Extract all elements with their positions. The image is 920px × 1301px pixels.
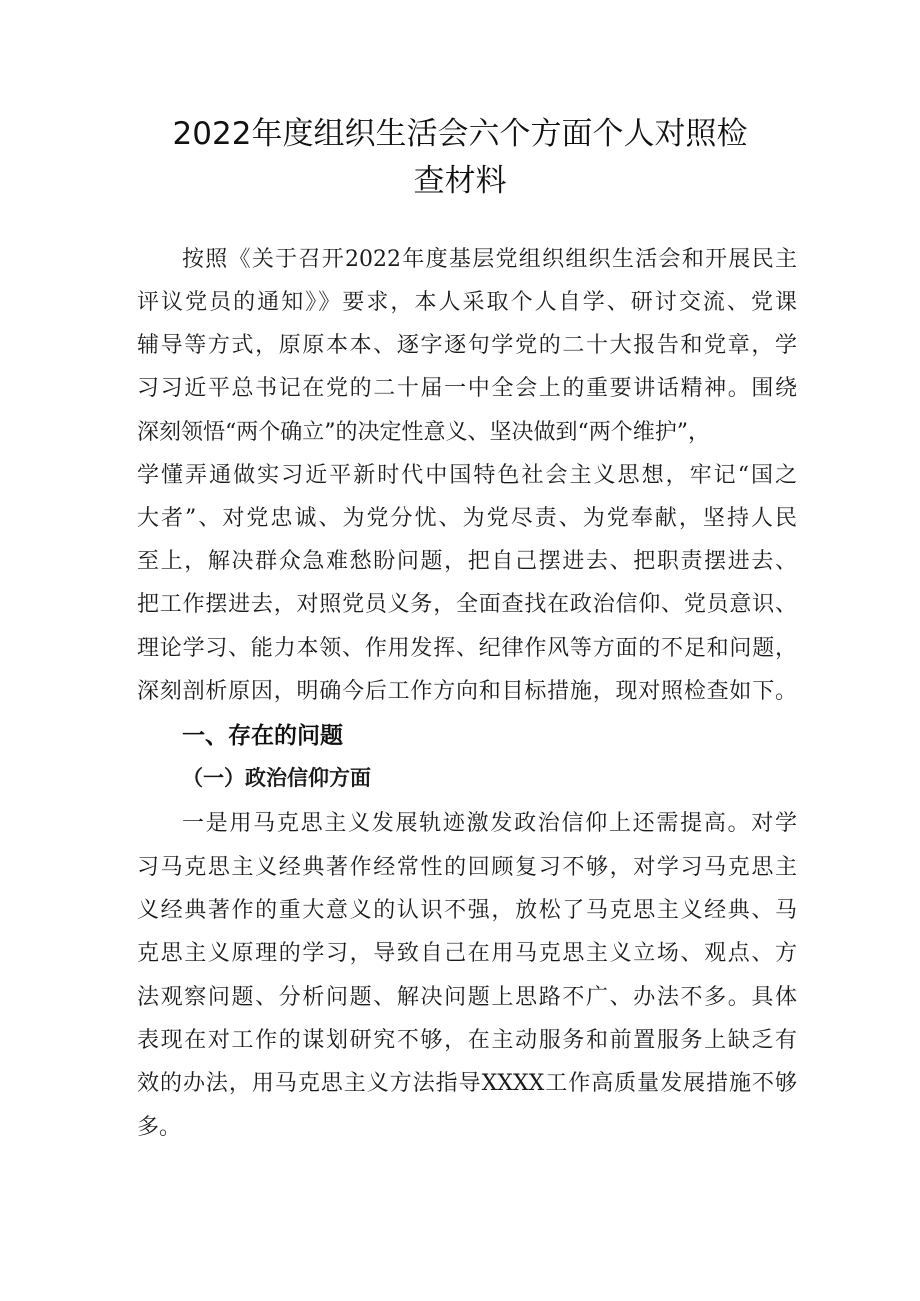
paragraph-line: 克思主义原理的学习，导致自己在用马克思主义立场、观点、方 — [137, 941, 797, 966]
intro-line: 按照《关于召开2022年度基层党组织组织生活会和开展民主 — [182, 247, 797, 272]
paragraph-line: 表现在对工作的谋划研究不够，在主动服务和前置服务上缺乏有 — [137, 1028, 797, 1053]
intro-line: 深刻剖析原因，明确今后工作方向和目标措施，现对照检查如下。 — [137, 679, 797, 704]
intro-line: 理论学习、能力本领、作用发挥、纪律作风等方面的不足和问题， — [137, 636, 797, 661]
document-title-line-2: 查材料 — [413, 163, 507, 199]
intro-line: 学懂弄通做实习近平新时代中国特色社会主义思想，牢记“国之 — [137, 463, 797, 488]
section-heading: 一、存在的问题 — [182, 723, 343, 749]
paragraph-line: 一是用马克思主义发展轨迹激发政治信仰上还需提高。对学 — [182, 811, 797, 836]
intro-line: 至上，解决群众急难愁盼问题，把自己摆进去、把职责摆进去、 — [137, 549, 797, 574]
intro-line: 深刻领悟“两个确立”的决定性意义、坚决做到“两个维护”， — [137, 420, 710, 445]
intro-line: 辅导等方式，原原本本、逐字逐句学党的二十大报告和党章，学 — [137, 333, 797, 358]
paragraph-line: 习马克思主义经典著作经常性的回顾复习不够，对学习马克思主 — [137, 855, 797, 880]
paragraph-line: 法观察问题、分析问题、解决问题上思路不广、办法不多。具体 — [137, 985, 797, 1010]
document-title-line-1: 2022年度组织生活会六个方面个人对照检 — [172, 116, 748, 152]
paragraph-line: 多。 — [137, 1115, 182, 1140]
intro-line: 把工作摆进去，对照党员义务，全面查找在政治信仰、党员意识、 — [137, 592, 797, 617]
paragraph-line: 效的办法，用马克思主义方法指导XXXX工作高质量发展措施不够 — [137, 1071, 797, 1096]
subsection-heading: （一）政治信仰方面 — [182, 765, 371, 790]
paragraph-line: 义经典著作的重大意义的认识不强，放松了马克思主义经典、马 — [137, 898, 797, 923]
intro-line: 评议党员的通知》》要求，本人采取个人自学、研讨交流、党课 — [137, 290, 797, 315]
intro-line: 习习近平总书记在党的二十届一中全会上的重要讲话精神。围绕 — [137, 376, 797, 401]
intro-line: 大者”、对党忠诚、为党分忧、为党尽责、为党奉献，坚持人民 — [137, 506, 797, 531]
